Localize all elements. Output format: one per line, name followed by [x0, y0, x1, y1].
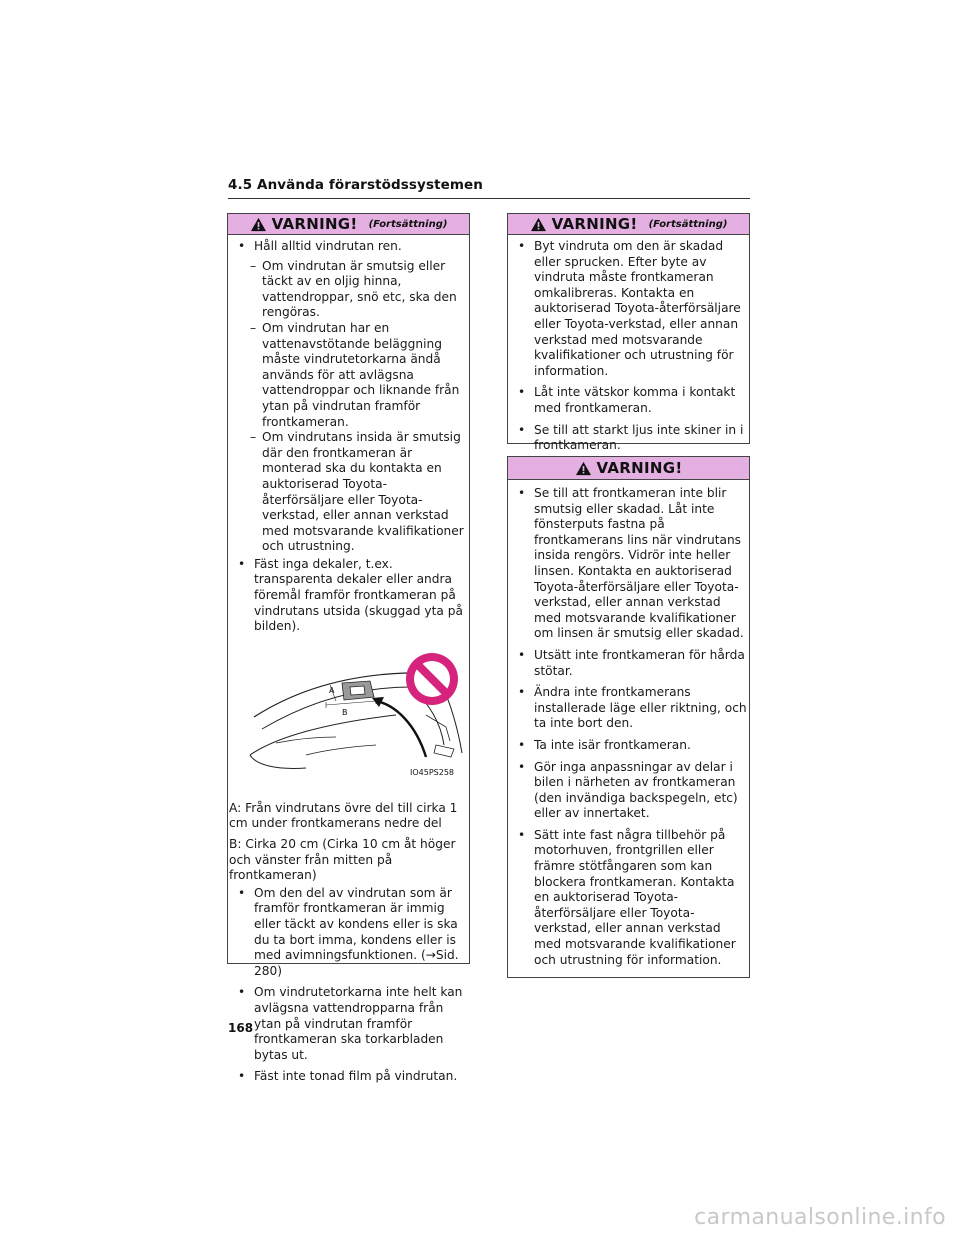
warning-header	[508, 214, 749, 235]
warning-box-right-continued	[507, 213, 750, 453]
warning-title: VARNING!	[596, 459, 683, 477]
section-title: 4.5 Använda förarstödssystemen	[228, 177, 750, 199]
page-number: 168	[228, 1021, 254, 1035]
warning-title: VARNING!	[271, 215, 358, 233]
warning-continued: (Fortsättning)	[648, 218, 728, 230]
figure-code: IO45PS258	[410, 768, 455, 778]
warning-header	[508, 457, 749, 480]
watermark: carmanualsonline.info	[694, 1205, 946, 1230]
sub-item: – Om vindrutans insida är smutsig där den frontkameran är monterad ska du kontakta en auktoriserad Toyota-återförsäljare eller Toyota-verkstad, eller annan verkstad med motsvarande kvalifikationer och utrustning.	[250, 430, 464, 554]
warning-icon	[530, 217, 547, 232]
note-a: A: Från vindrutans övre del till cirka 1 cm under frontkamerans nedre del	[229, 800, 458, 831]
sub-item: – Om vindrutan har en vattenavstötande beläggning måste vindrutetorkarna ändå används för att avlägsna vattendroppar och liknande från ytan på vindrutan framför frontkameran.	[250, 320, 460, 429]
label-b: B	[342, 707, 348, 717]
warning-icon	[250, 217, 267, 232]
warning-header	[228, 214, 469, 235]
list-item: • Ta inte isär frontkameran.	[518, 737, 691, 752]
list-item: • Fäst inte tonad film på vindrutan.	[238, 1069, 458, 1084]
list-item: • Sätt inte fast några tillbehör på motorhuven, frontgrillen eller främre stötfångaren som kan blockera frontkameran. Kontakta en auktoriserad Toyota-återförsäljare eller Toyota-verkstad, eller annan verkstad med motsvarande kvalifikationer och utrustning för information.	[518, 827, 736, 967]
list-item: • Ändra inte frontkamerans installerade läge eller riktning, och ta inte bort den.	[518, 685, 747, 731]
list-item: • Se till att frontkameran inte blir smutsig eller skadad. Låt inte fönsterputs fastna på frontkamerans lins när vindrutans insida rengörs. Vidrör inte heller linsen. Kontakta en auktoriserad Toyota-återförsäljare eller Toyota-verkstad, eller annan verkstad med motsvarande kvalifikationer om linsen är smutsig eller skadad.	[518, 486, 744, 641]
list-item: • Låt inte vätskor komma i kontakt med frontkameran.	[518, 385, 736, 415]
warning-icon	[575, 461, 592, 476]
windshield-illustration	[236, 645, 467, 787]
warning-box-right	[507, 456, 750, 978]
list-item: • Fäst inga dekaler, t.ex. transparenta dekaler eller andra föremål framför frontkameran på vindrutans utsida (skuggad yta på bilden).	[238, 556, 463, 634]
list-item: • Utsätt inte frontkameran för hårda stötar.	[518, 647, 745, 678]
warning-title: VARNING!	[551, 215, 638, 233]
note-b: B: Cirka 20 cm (Cirka 10 cm åt höger och vänster från mitten på frontkameran)	[229, 837, 456, 883]
list-item: • Om den del av vindrutan som är framför frontkameran är immig eller täckt av kondens eller is ska du ta bort imma, kondens eller is med avimningsfunktionen. (→Sid. 280)	[238, 885, 459, 978]
list-item: • Gör inga anpassningar av delar i bilen i närheten av frontkameran (den invändiga backspegeln, etc) eller av innertaket.	[518, 759, 738, 821]
list-item: • Byt vindruta om den är skadad eller sprucken. Efter byte av vindruta måste frontkameran omkalibreras. Kontakta en auktoriserad Toyota-återförsäljare eller Toyota-verkstad, eller annan verkstad med motsvarande kvalifikationer och utrustning för information.	[518, 239, 741, 378]
list-item: • Om vindrutetorkarna inte helt kan avlägsna vattendropparna från ytan på vindrutan framför frontkameran ska torkarbladen bytas ut.	[238, 985, 463, 1062]
warning-continued: (Fortsättning)	[368, 218, 448, 230]
list-item: • Se till att starkt ljus inte skiner in i frontkameran.	[518, 422, 744, 453]
list-item: • Håll alltid vindrutan ren.	[238, 239, 402, 253]
label-a: A	[329, 685, 335, 695]
sub-item: – Om vindrutan är smutsig eller täckt av en oljig hinna, vattendroppar, snö etc, ska den rengöras.	[250, 258, 457, 320]
